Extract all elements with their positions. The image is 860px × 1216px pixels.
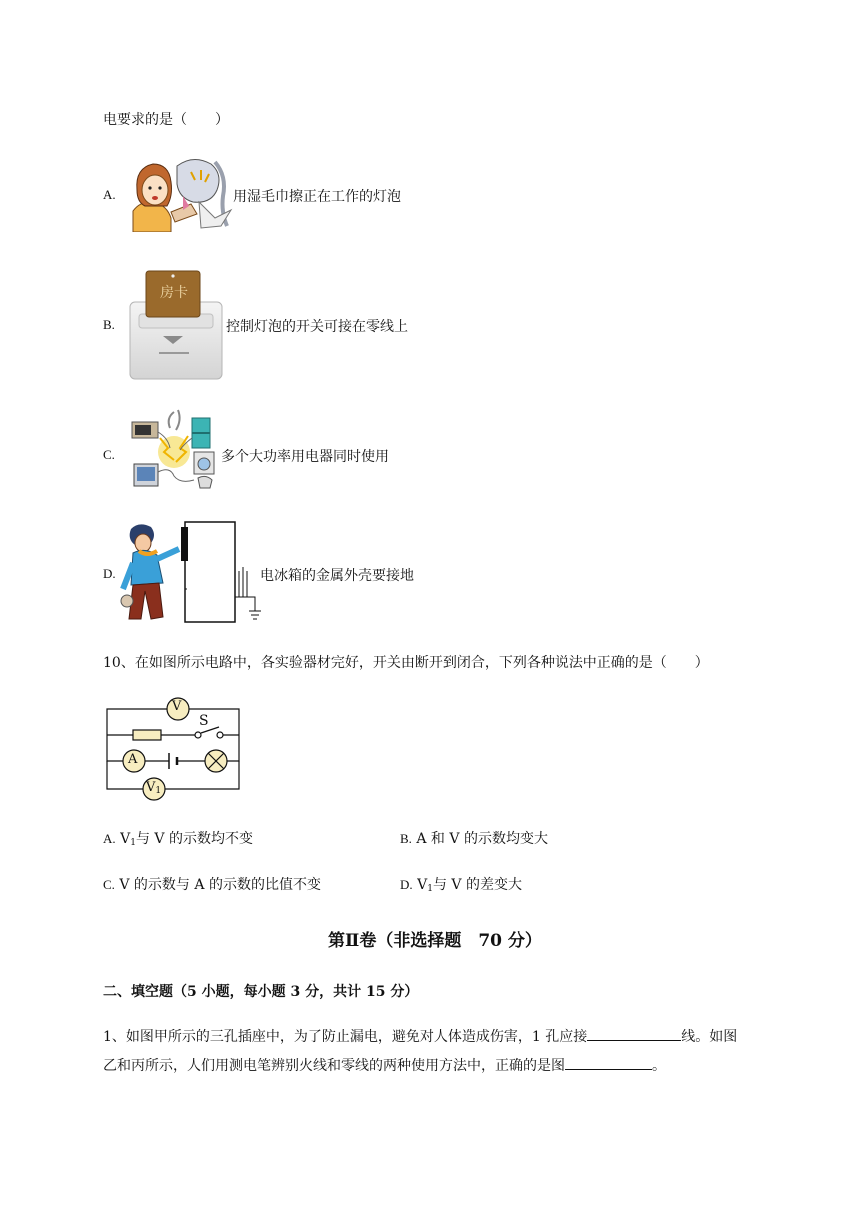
q10-option-b: B. A 和 V 的示数均变大: [400, 831, 548, 847]
q9-option-d-text: 电冰箱的金属外壳要接地: [260, 568, 414, 584]
q9-option-c-letter: C.: [103, 447, 115, 462]
fill-q1-line1: 1、如图甲所示的三孔插座中，为了防止漏电，避免对人体造成伤害，1 孔应接 线。如图: [103, 1026, 737, 1046]
circuit-voltmeter-label: V: [172, 699, 182, 714]
part-2-title: 二、填空题（5 小题，每小题 3 分，共计 15 分）: [103, 984, 419, 1000]
q9-option-c-text: 多个大功率用电器同时使用: [221, 449, 389, 465]
q9-stem-tail: 电要求的是（ ）: [103, 112, 229, 128]
wet-towel-bulb-illustration: [131, 156, 233, 232]
answer-blank-2[interactable]: [565, 1055, 652, 1070]
circuit-voltmeter1-subscript: 1: [155, 786, 162, 796]
q10-option-d: D. $V_1$与 V 的差变大: [400, 877, 522, 894]
q9-option-b-text: 控制灯泡的开关可接在零线上: [226, 319, 408, 335]
q9-option-b-letter: B.: [103, 317, 115, 332]
q10-stem: 10、在如图所示电路中，各实验器材完好，开关由断开到闭合，下列各种说法中正确的是（ ）: [103, 655, 709, 671]
room-card-label: 房卡: [160, 285, 188, 301]
fridge-grounding-illustration: [117, 519, 265, 626]
overloaded-socket-illustration: [130, 408, 218, 496]
q9-option-a-letter: A.: [103, 187, 116, 202]
circuit-voltmeter1-letter: V: [146, 780, 156, 795]
section-2-title: 第Ⅱ卷（非选择题 70 分）: [328, 931, 542, 951]
fill-q1-line2: 乙和丙所示，人们用测电笔辨别火线和零线的两种使用方法中，正确的是图 。: [103, 1055, 666, 1075]
circuit-switch-label: S: [199, 713, 209, 729]
q10-circuit-diagram: [103, 697, 253, 801]
q10-option-c: C. V 的示数与 A 的示数的比值不变: [103, 877, 321, 893]
answer-blank-1[interactable]: [587, 1026, 681, 1041]
q10-option-a: A. $V_1$与 V 的示数均不变: [103, 831, 253, 848]
q9-option-d-letter: D.: [103, 566, 116, 581]
circuit-voltmeter1-label: [146, 780, 161, 796]
q9-option-a-text: 用湿毛巾擦正在工作的灯泡: [233, 189, 401, 205]
circuit-ammeter-label: A: [128, 752, 138, 767]
